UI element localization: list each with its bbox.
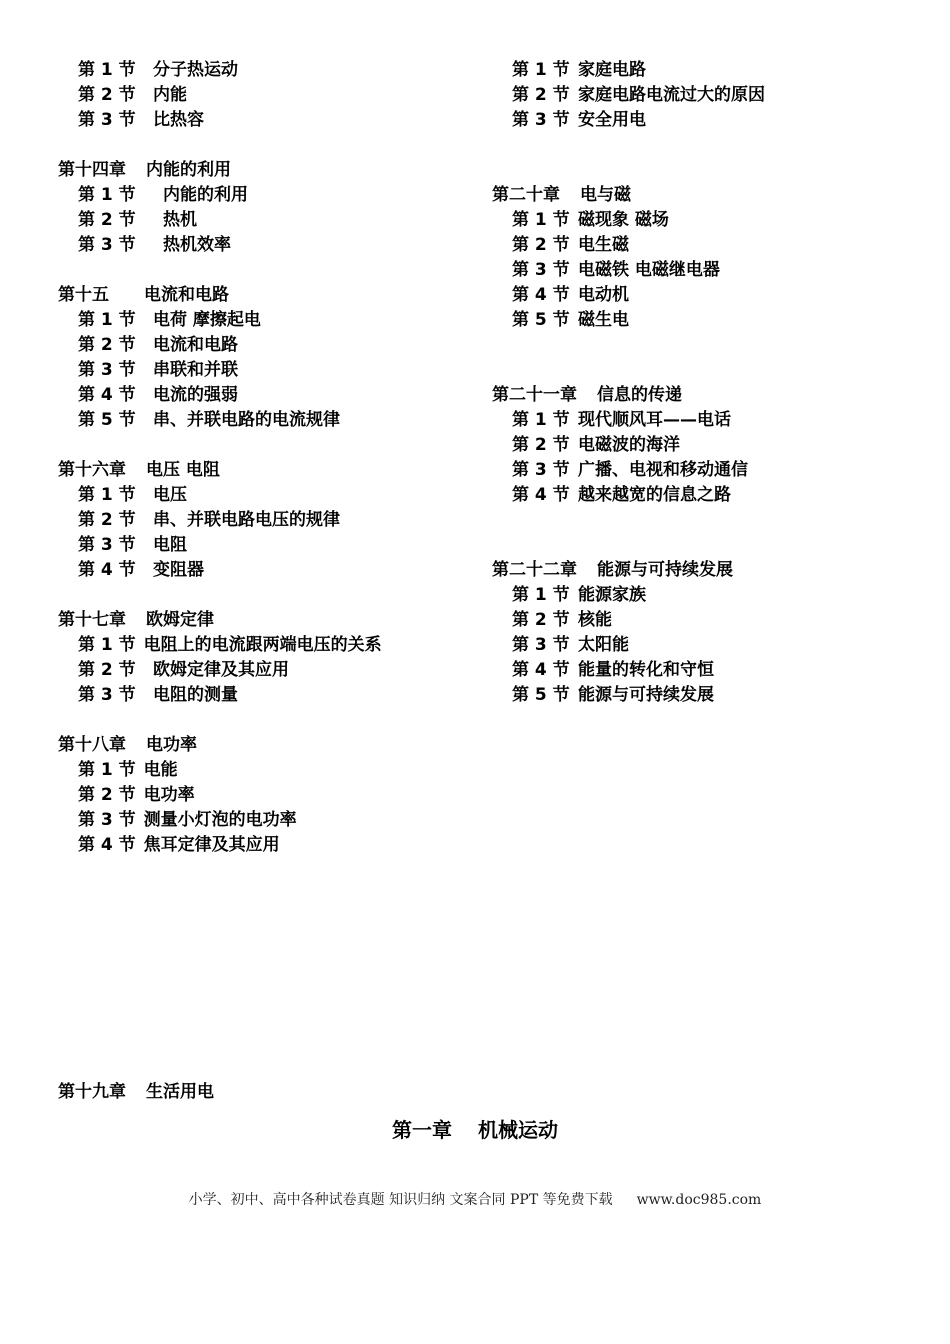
section-label: 第 3 节 (78, 110, 136, 130)
page-footer (0, 1190, 950, 1210)
section-label: 第 2 节 (78, 660, 136, 680)
section-label: 第 3 节 (78, 535, 136, 555)
section-title: 比热容 (153, 110, 204, 130)
section-label: 第 3 节 (78, 235, 136, 255)
chapter-label: 第十四章 (58, 160, 126, 180)
toc-section (58, 483, 478, 508)
toc-section (58, 333, 478, 358)
section-title: 电磁波的海洋 (578, 435, 680, 455)
section-title: 磁现象 磁场 (578, 210, 669, 230)
toc-section (58, 833, 478, 858)
section-label: 第 5 节 (78, 410, 136, 430)
toc-section (58, 308, 478, 333)
section-label: 第 5 节 (512, 310, 570, 330)
toc-section (58, 408, 478, 433)
section-label: 第 1 节 (78, 310, 136, 330)
chapter-label: 第十五 (58, 285, 109, 305)
section-title: 电荷 摩擦起电 (153, 310, 261, 330)
section-title: 内能 (153, 85, 187, 105)
chapter-heading (492, 383, 932, 408)
section-label: 第 2 节 (512, 435, 570, 455)
section-title: 串联和并联 (153, 360, 238, 380)
toc-section (492, 283, 932, 308)
section-title: 电功率 (143, 785, 195, 805)
chapter-heading (58, 283, 478, 308)
toc-section (492, 458, 932, 483)
section-title: 电流和电路 (153, 335, 238, 355)
section-title: 分子热运动 (153, 60, 238, 80)
chapter-title: 信息的传递 (597, 385, 682, 405)
section-title: 电磁铁 电磁继电器 (578, 260, 720, 280)
section-label: 第 3 节 (512, 110, 570, 130)
section-title: 能源与可持续发展 (578, 685, 714, 705)
toc-section (58, 783, 478, 808)
chapter-title: 电功率 (146, 735, 197, 755)
section-label: 第 4 节 (78, 560, 136, 580)
chapter-heading (58, 458, 478, 483)
chapter-heading (58, 158, 478, 183)
toc-section (58, 58, 478, 83)
section-title: 测量小灯泡的电功率 (143, 810, 297, 830)
chapter-heading-19 (58, 1080, 214, 1105)
toc-section (492, 408, 932, 433)
section-label: 第 1 节 (512, 60, 570, 80)
chapter-title: 能源与可持续发展 (597, 560, 733, 580)
chapter-title: 电压 电阻 (146, 460, 220, 480)
toc-section (58, 233, 478, 258)
section-label: 第 1 节 (78, 760, 136, 780)
section-title: 电生磁 (578, 235, 629, 255)
toc-section (492, 83, 932, 108)
toc-section (492, 58, 932, 83)
toc-section (492, 258, 932, 283)
toc-section (492, 208, 932, 233)
footer-url[interactable]: www.doc985.com (636, 1192, 762, 1208)
section-title: 能量的转化和守恒 (578, 660, 714, 680)
section-label: 第 4 节 (512, 485, 570, 505)
section-title: 核能 (578, 610, 612, 630)
toc-section (58, 183, 478, 208)
section-title: 磁生电 (578, 310, 629, 330)
section-label: 第 3 节 (512, 460, 570, 480)
section-title: 电动机 (578, 285, 629, 305)
section-title: 串、并联电路的电流规律 (153, 410, 340, 430)
section-title: 焦耳定律及其应用 (143, 835, 280, 855)
toc-section (58, 758, 478, 783)
heading-title: 机械运动 (478, 1118, 558, 1142)
section-title: 电流的强弱 (153, 385, 238, 405)
section-title: 电压 (153, 485, 187, 505)
chapter-heading (492, 183, 932, 208)
page-heading (0, 1116, 950, 1144)
chapter-label: 第二十章 (492, 185, 560, 205)
section-label: 第 1 节 (78, 485, 136, 505)
section-label: 第 4 节 (512, 660, 570, 680)
section-label: 第 1 节 (78, 60, 136, 80)
section-label: 第 2 节 (512, 85, 570, 105)
toc-section (492, 683, 932, 708)
section-label: 第 1 节 (78, 635, 136, 655)
section-title: 家庭电路 (578, 60, 646, 80)
section-title: 串、并联电路电压的规律 (153, 510, 340, 530)
chapter-label: 第十九章 (58, 1082, 126, 1102)
section-title: 热机效率 (163, 235, 231, 255)
section-title: 电能 (143, 760, 178, 780)
section-label: 第 2 节 (78, 335, 136, 355)
toc-right-column (492, 58, 932, 708)
section-label: 第 1 节 (512, 210, 570, 230)
toc-section (58, 683, 478, 708)
toc-section (58, 508, 478, 533)
toc-section (492, 633, 932, 658)
toc-section (58, 633, 478, 658)
section-title: 能源家族 (578, 585, 646, 605)
chapter-heading (58, 608, 478, 633)
toc-section (58, 208, 478, 233)
section-label: 第 4 节 (78, 385, 136, 405)
toc-section (58, 658, 478, 683)
toc-left-column (58, 58, 478, 858)
toc-section (492, 608, 932, 633)
section-title: 越来越宽的信息之路 (578, 485, 731, 505)
section-title: 太阳能 (578, 635, 629, 655)
toc-section (58, 108, 478, 133)
section-title: 安全用电 (578, 110, 646, 130)
section-label: 第 4 节 (512, 285, 570, 305)
section-title: 欧姆定律及其应用 (153, 660, 289, 680)
chapter-title: 电流和电路 (144, 285, 229, 305)
heading-label: 第一章 (392, 1118, 452, 1142)
chapter-heading (58, 733, 478, 758)
toc-section (492, 308, 932, 333)
section-label: 第 2 节 (512, 610, 570, 630)
section-label: 第 3 节 (78, 685, 136, 705)
chapter-label: 第十七章 (58, 610, 126, 630)
footer-text: 小学、初中、高中各种试卷真题 知识归纳 文案合同 PPT 等免费下载 (188, 1192, 613, 1208)
section-title: 现代顺风耳——电话 (578, 410, 731, 430)
chapter-title: 电与磁 (580, 185, 631, 205)
toc-section (58, 358, 478, 383)
section-label: 第 2 节 (512, 235, 570, 255)
section-title: 内能的利用 (163, 185, 248, 205)
toc-section (492, 658, 932, 683)
section-label: 第 3 节 (512, 635, 570, 655)
toc-section (492, 433, 932, 458)
toc-section (492, 233, 932, 258)
toc-section (58, 808, 478, 833)
toc-section (58, 383, 478, 408)
chapter-label: 第十八章 (58, 735, 126, 755)
section-title: 家庭电路电流过大的原因 (578, 85, 765, 105)
chapter-label: 第二十一章 (492, 385, 577, 405)
section-label: 第 3 节 (78, 360, 136, 380)
section-label: 第 4 节 (78, 835, 136, 855)
toc-section (58, 83, 478, 108)
section-label: 第 3 节 (512, 260, 570, 280)
section-title: 电阻的测量 (153, 685, 238, 705)
section-label: 第 1 节 (512, 410, 570, 430)
section-label: 第 2 节 (78, 785, 136, 805)
section-title: 电阻上的电流跟两端电压的关系 (143, 635, 382, 655)
section-label: 第 3 节 (78, 810, 136, 830)
section-label: 第 2 节 (78, 85, 136, 105)
toc-section (58, 533, 478, 558)
toc-section (492, 483, 932, 508)
chapter-label: 第十六章 (58, 460, 126, 480)
chapter-label: 第二十二章 (492, 560, 577, 580)
chapter-title: 生活用电 (146, 1082, 214, 1102)
section-label: 第 2 节 (78, 210, 136, 230)
toc-section (492, 583, 932, 608)
chapter-title: 内能的利用 (146, 160, 231, 180)
toc-section (492, 108, 932, 133)
section-label: 第 1 节 (78, 185, 136, 205)
chapter-heading (492, 558, 932, 583)
section-label: 第 1 节 (512, 585, 570, 605)
section-title: 广播、电视和移动通信 (578, 460, 748, 480)
toc-section (58, 558, 478, 583)
section-label: 第 2 节 (78, 510, 136, 530)
section-title: 电阻 (153, 535, 187, 555)
section-title: 热机 (163, 210, 197, 230)
section-label: 第 5 节 (512, 685, 570, 705)
chapter-title: 欧姆定律 (146, 610, 214, 630)
section-title: 变阻器 (153, 560, 204, 580)
